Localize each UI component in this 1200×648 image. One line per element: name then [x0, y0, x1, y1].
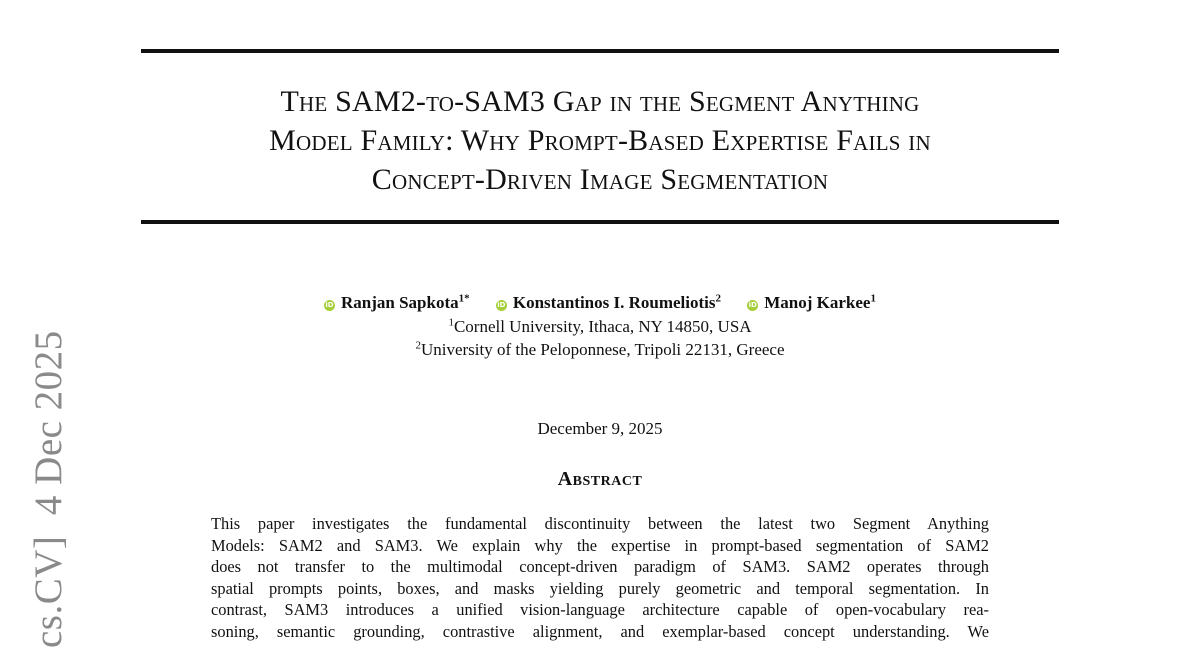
title-line-3: Concept-Driven Image Segmentation [371, 163, 829, 196]
author-name: Ranjan Sapkota [341, 293, 459, 312]
author-list [141, 293, 1059, 313]
abstract-line: soning, semantic grounding, contrastive alignment, and exemplar-based concept understanding. We [211, 621, 989, 641]
author-name: Konstantinos I. Roumeliotis [512, 293, 716, 312]
author-1 [324, 293, 470, 313]
publication-date: December 9, 2025 [537, 419, 663, 438]
author-name: Manoj Karkee [764, 293, 871, 312]
title-rule-top [141, 49, 1059, 53]
abstract-line: does not transfer to the multimodal concept-driven paradigm of SAM3. SAM2 operates through [211, 557, 989, 576]
arxiv-stamp: cs.CV] 4 Dec 2025 [27, 330, 70, 648]
title-rule-bottom [141, 220, 1059, 224]
author-affil-mark: 1 [870, 292, 876, 305]
paper-title [141, 82, 1059, 199]
abstract-line: contrast, SAM3 introduces a unified vision-language architecture capable of open-vocabulary rea- [211, 600, 989, 619]
author-affil-mark: 1* [458, 292, 470, 305]
orcid-icon[interactable]: iD [325, 301, 334, 309]
author-3 [747, 293, 876, 313]
author-affil-mark: 2 [715, 292, 721, 305]
affiliation-text: Cornell University, Ithaca, NY 14850, USA [453, 317, 752, 336]
affiliation-2 [141, 340, 1059, 360]
affiliation-1 [141, 317, 1059, 337]
title-line-2: Model Family: Why Prompt-Based Expertise Fails in [269, 124, 931, 157]
abstract-line: This paper investigates the fundamental discontinuity between the latest two Segment Anything [211, 514, 989, 533]
affiliation-mark: 1 [448, 316, 454, 329]
abstract-line: Models: SAM2 and SAM3. We explain why the expertise in prompt-based segmentation of SAM2 [211, 535, 989, 555]
abstract-heading: Abstract [557, 468, 643, 490]
affiliation-mark: 2 [415, 339, 421, 352]
title-line-1: The SAM2-to-SAM3 Gap in the Segment Anything [280, 85, 920, 118]
orcid-icon[interactable]: iD [497, 301, 506, 309]
abstract-line: spatial prompts points, boxes, and masks yielding purely geometric and temporal segmentation. In [211, 578, 989, 598]
author-2 [496, 293, 721, 313]
affiliation-text: University of the Peloponnese, Tripoli 22131, Greece [420, 340, 785, 359]
abstract-body [211, 513, 989, 642]
orcid-icon[interactable]: iD [748, 301, 757, 309]
